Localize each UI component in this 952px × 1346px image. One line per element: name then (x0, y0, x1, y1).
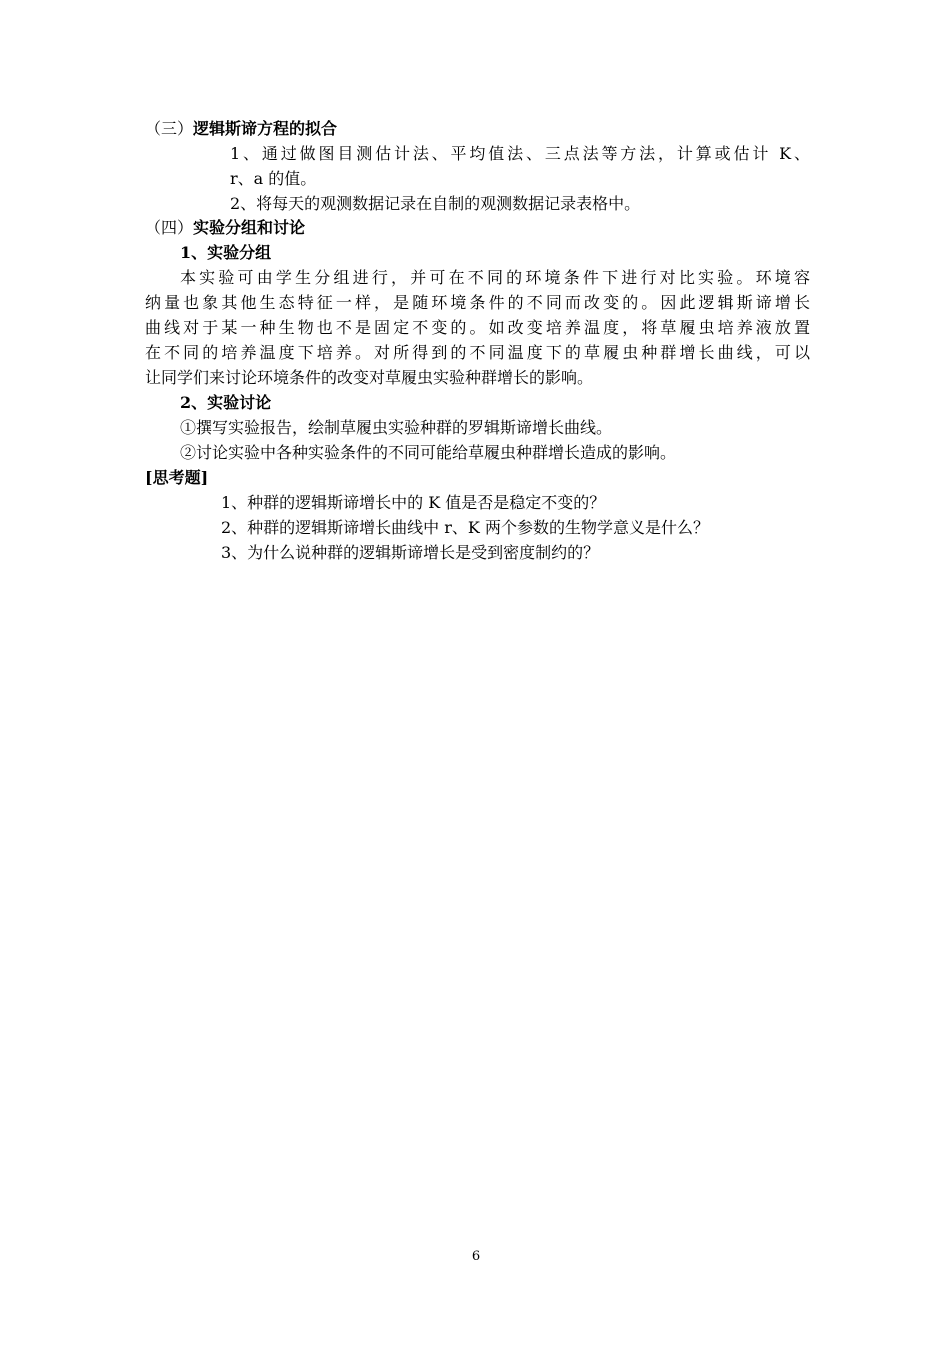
discussion-item-1: ①撰写实验报告，绘制草履虫实验种群的罗辑斯谛增长曲线。 (180, 418, 613, 437)
question-item-2: 2、种群的逻辑斯谛增长曲线中 r、K 两个参数的生物学意义是什么？ (221, 518, 709, 537)
paragraph-line-2: 纳量也象其他生态特征一样，是随环境条件的不同而改变的。因此逻辑斯谛增长 (145, 293, 810, 312)
question-item-1: 1、种群的逻辑斯谛增长中的 K 值是否是稳定不变的？ (221, 493, 606, 512)
paragraph-line-3: 曲线对于某一种生物也不是固定不变的。如改变培养温度，将草履虫培养液放置 (145, 318, 810, 337)
paragraph-line-1: 本实验可由学生分组进行，并可在不同的环境条件下进行对比实验。环境容 (180, 268, 810, 287)
paragraph-line-5: 让同学们来讨论环境条件的改变对草履虫实验种群增长的影响。 (145, 368, 594, 387)
section4-prefix: （四） (145, 218, 194, 237)
question-item-3: 3、为什么说种群的逻辑斯谛增长是受到密度制约的？ (221, 543, 600, 562)
questions-title: [思考题] (145, 468, 209, 487)
section3-prefix: （三） (145, 119, 194, 138)
discussion-item-2: ②讨论实验中各种实验条件的不同可能给草履虫种群增长造成的影响。 (180, 443, 677, 462)
section3-item1-line2: r、a 的值。 (230, 169, 317, 188)
section3-item2: 2、将每天的观测数据记录在自制的观测数据记录表格中。 (230, 194, 641, 213)
section4-title: 实验分组和讨论 (193, 218, 306, 237)
paragraph-line-4: 在不同的培养温度下培养。对所得到的不同温度下的草履虫种群增长曲线，可以 (145, 343, 810, 362)
section3-title: 逻辑斯谛方程的拟合 (193, 119, 338, 138)
section4-heading (145, 215, 810, 240)
subsection-1-title: 1、实验分组 (180, 243, 272, 262)
page-number: 6 (471, 1249, 481, 1264)
subsection-2-title: 2、实验讨论 (180, 393, 272, 412)
section3-item1-line1: 1、通过做图目测估计法、平均值法、三点法等方法，计算或估计 K、 (230, 144, 810, 163)
section3-heading (145, 116, 810, 141)
